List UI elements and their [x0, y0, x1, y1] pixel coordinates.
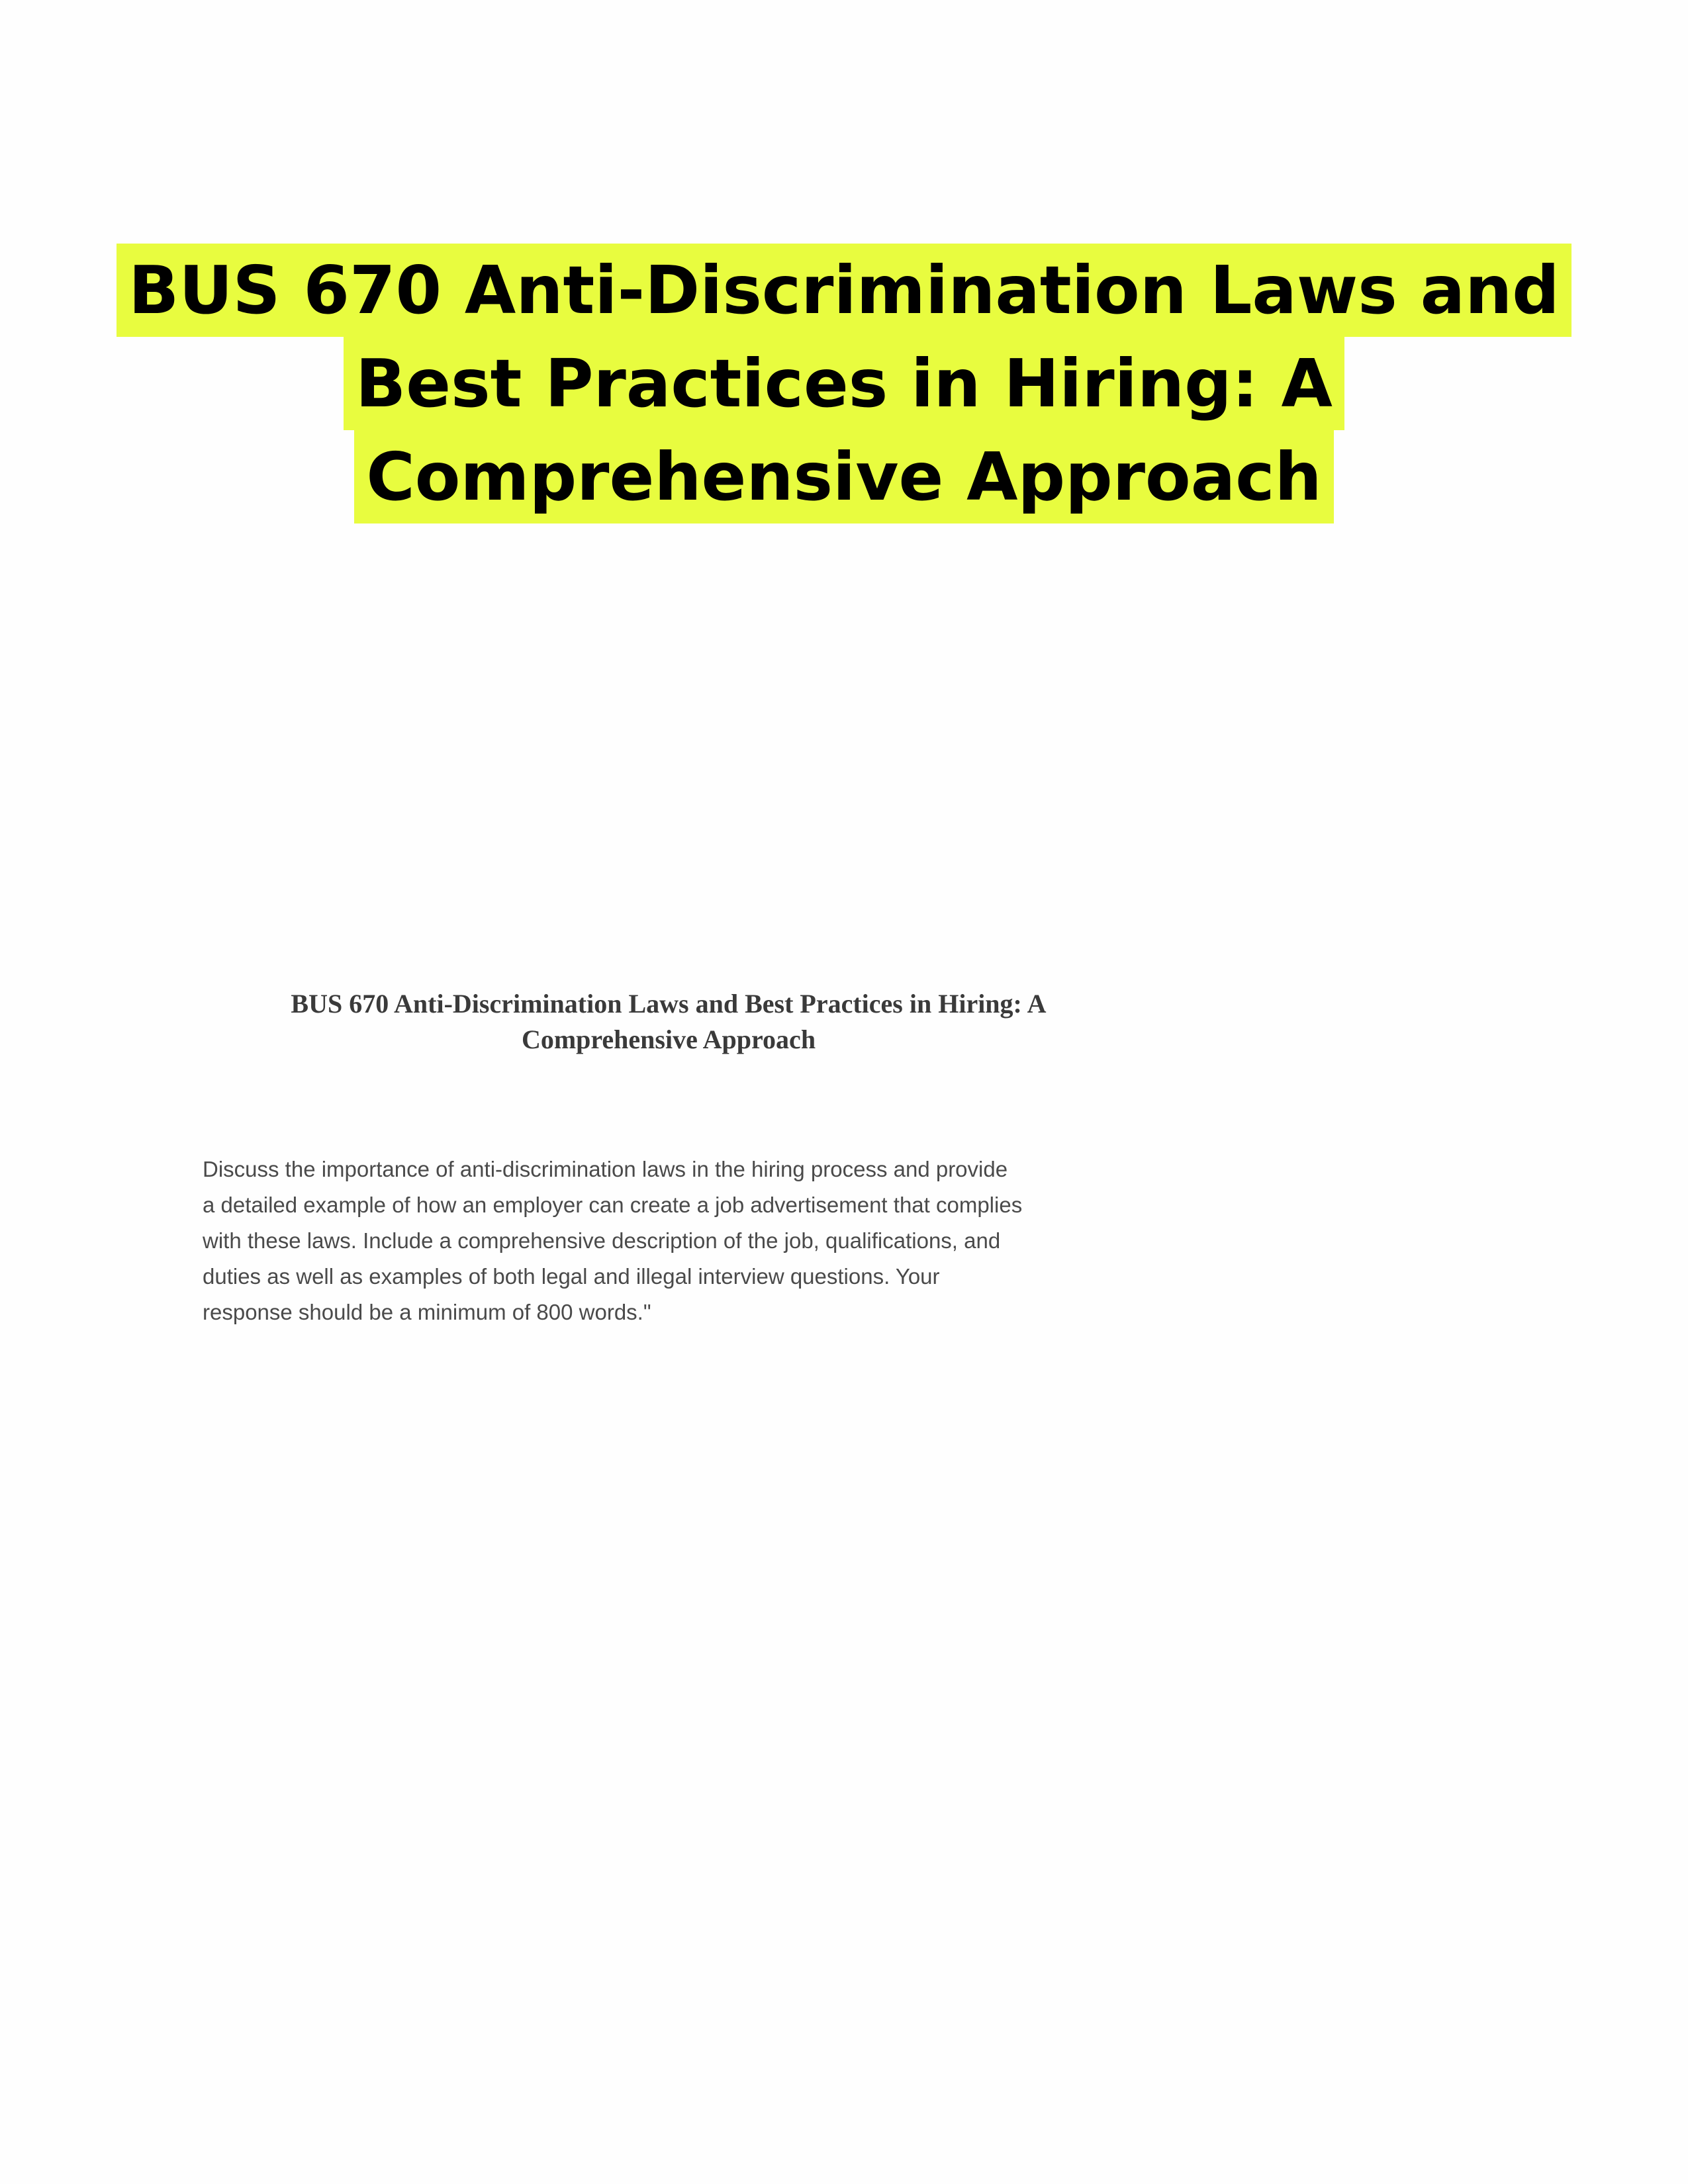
embedded-title-line-2: Comprehensive Approach	[521, 1024, 816, 1054]
prompt-line-4: duties as well as examples of both legal and illegal interview questions. Your	[203, 1264, 940, 1289]
assignment-prompt	[203, 1152, 1156, 1330]
embedded-title-line-1: BUS 670 Anti-Discrimination Laws and Best Practices in Hiring: A	[291, 989, 1047, 1019]
prompt-line-5: response should be a minimum of 800 words."	[203, 1300, 651, 1324]
embedded-document-title	[199, 986, 1139, 1058]
title-line-1: BUS 670 Anti-Discrimination Laws and	[117, 244, 1571, 337]
prompt-line-2: a detailed example of how an employer can create a job advertisement that complies	[203, 1193, 1023, 1217]
title-line-2: Best Practices in Hiring: A	[344, 337, 1344, 430]
embedded-document-image	[199, 986, 1165, 1357]
prompt-line-3: with these laws. Include a comprehensive description of the job, qualifications, and	[203, 1228, 1001, 1253]
page-title	[0, 244, 1688, 523]
title-line-3: Comprehensive Approach	[354, 430, 1333, 523]
prompt-line-1: Discuss the importance of anti-discrimination laws in the hiring process and provide	[203, 1157, 1008, 1181]
